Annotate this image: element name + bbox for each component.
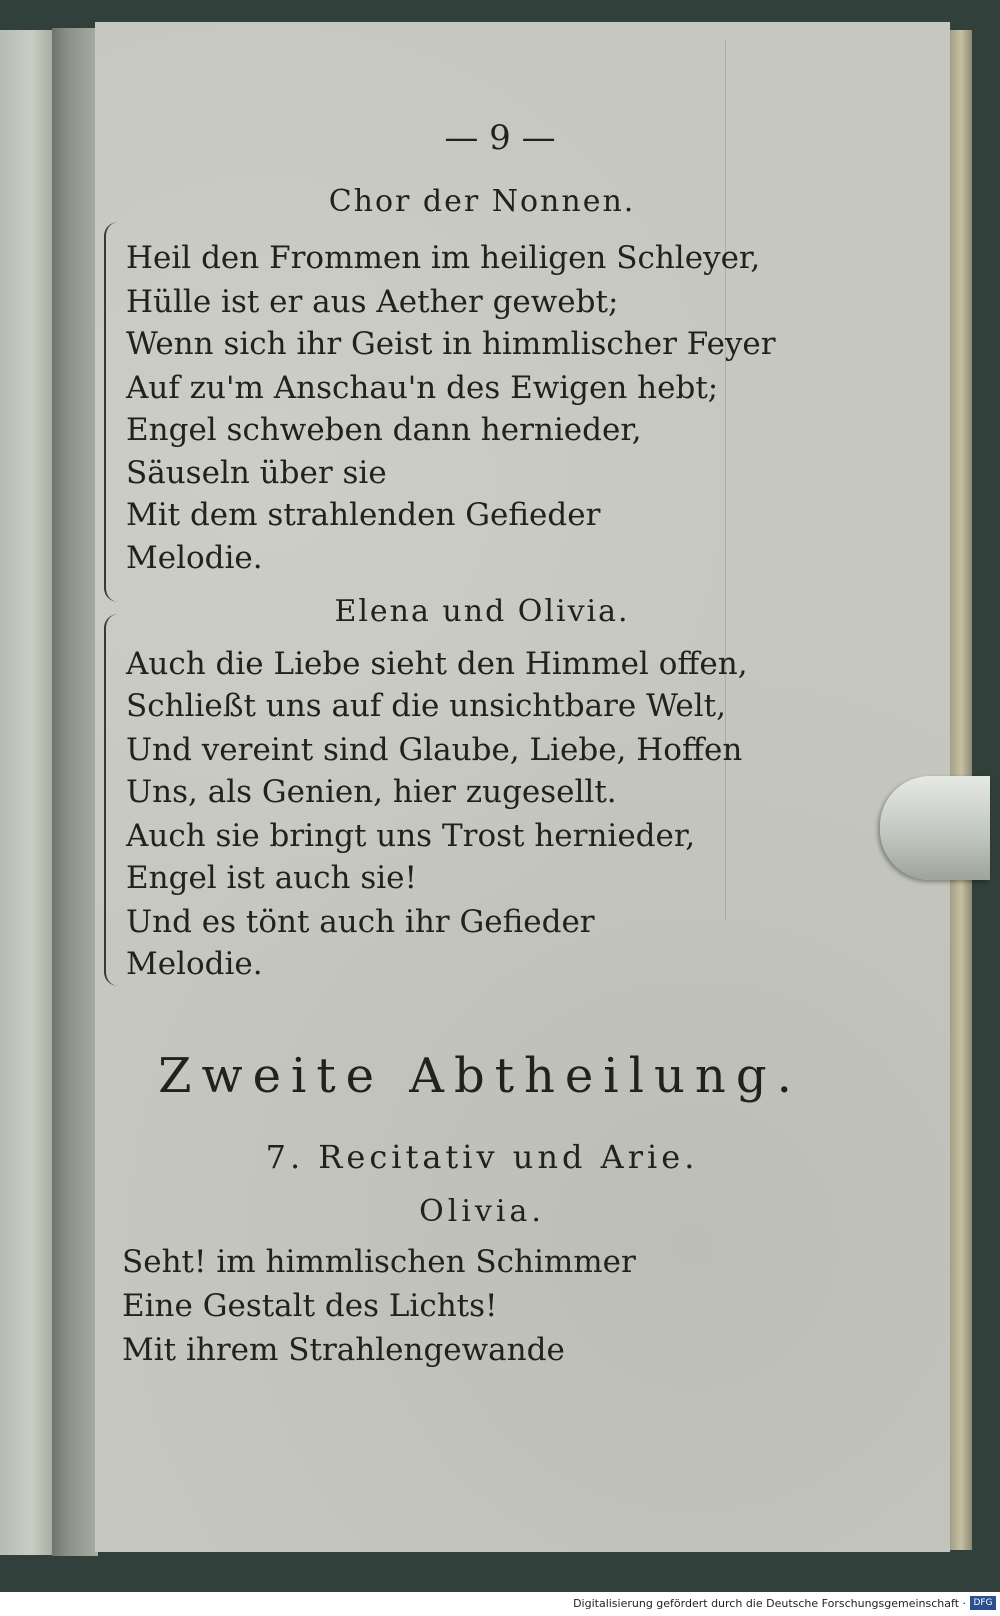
aria-line-1: Seht! im himmlischen Schimmer <box>122 1244 636 1280</box>
duet-line-6: Engel ist auch sie! <box>126 860 417 896</box>
duet-line-3: Und vereint sind Glaube, Liebe, Hoffen <box>126 732 743 768</box>
chorus-heading: Chor der Nonnen. <box>328 184 636 219</box>
speaker-heading: Olivia. <box>419 1194 545 1229</box>
chorus-line-2: Hülle ist er aus Aether gewebt; <box>126 284 619 320</box>
chorus-line-8: Melodie. <box>126 540 263 576</box>
facing-page-edge <box>0 30 52 1555</box>
footer-credit: Digitalisierung gefördert durch die Deutsche Forschungsgemeinschaft · <box>573 1597 966 1610</box>
aria-line-2: Eine Gestalt des Lichts! <box>122 1288 498 1324</box>
chorus-line-1: Heil den Frommen im heiligen Schleyer, <box>126 240 761 276</box>
section-subtitle: 7. Recitativ und Arie. <box>265 1138 699 1176</box>
duet-line-8: Melodie. <box>126 946 263 982</box>
duet-heading: Elena und Olivia. <box>334 594 630 629</box>
page-number: — 9 — <box>444 118 556 158</box>
chorus-line-7: Mit dem strahlenden Gefieder <box>126 497 601 533</box>
duet-line-5: Auch sie bringt uns Trost hernieder, <box>126 818 696 854</box>
bracket-bottom <box>104 614 124 986</box>
chorus-line-3: Wenn sich ihr Geist in himmlischer Feyer <box>126 326 776 362</box>
paper-fold-line <box>725 40 726 920</box>
chorus-line-4: Auf zu'm Anschau'n des Ewigen hebt; <box>126 370 719 406</box>
aria-line-3: Mit ihrem Strahlengewande <box>122 1332 565 1368</box>
chorus-line-6: Säuseln über sie <box>126 455 387 491</box>
page-clip-tab <box>880 776 990 880</box>
duet-line-2: Schließt uns auf die unsichtbare Welt, <box>126 688 726 724</box>
bracket-top <box>104 222 124 602</box>
duet-line-4: Uns, als Genien, hier zugesellt. <box>126 774 617 810</box>
chorus-line-5: Engel schweben dann hernieder, <box>126 412 642 448</box>
book-gutter <box>52 28 98 1556</box>
dfg-logo: DFG <box>970 1596 996 1610</box>
duet-line-1: Auch die Liebe sieht den Himmel offen, <box>126 646 748 682</box>
section-title: Zweite Abtheilung. <box>158 1048 802 1104</box>
duet-line-7: Und es tönt auch ihr Gefieder <box>126 904 595 940</box>
